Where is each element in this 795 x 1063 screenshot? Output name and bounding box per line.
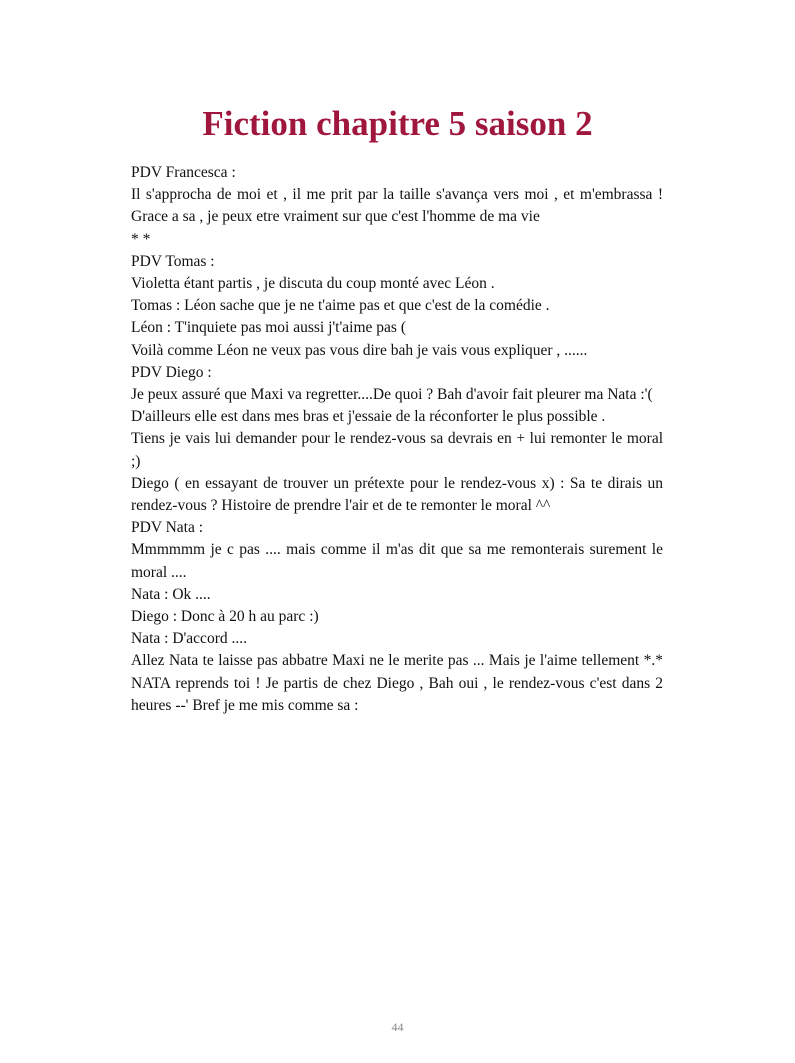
chapter-title: Fiction chapitre 5 saison 2 — [202, 104, 593, 143]
text-paragraph: Diego ( en essayant de trouver un prétexte pour le rendez-vous x) : Sa te dirais un rendez-vous ? Histoire de prendre l'air et de te remonter le moral ^^ — [131, 474, 663, 515]
text-line: PDV Tomas : — [131, 252, 215, 270]
text-line: Léon : T'inquiete pas moi aussi j't'aime pas ( — [131, 319, 406, 337]
page-number: 44 — [391, 1020, 404, 1034]
text-line: D'ailleurs elle est dans mes bras et j'essaie de la réconforter le plus possible . — [131, 408, 606, 426]
text-line: Nata : D'accord .... — [131, 630, 247, 648]
text-paragraph: Il s'approcha de moi et , il me prit par la taille s'avança vers moi , et m'embrassa ! Grace a sa , je peux etre vraiment sur que c'est l'homme de ma vie — [131, 186, 663, 226]
text-line: Tomas : Léon sache que je ne t'aime pas et que c'est de la comédie . — [131, 297, 550, 315]
text-line: Voilà comme Léon ne veux pas vous dire bah je vais vous expliquer , ...... — [131, 341, 588, 359]
text-line: PDV Francesca : — [131, 164, 236, 181]
story-text — [131, 162, 663, 717]
text-line: Nata : Ok .... — [131, 585, 211, 603]
text-paragraph: Tiens je vais lui demander pour le rendez-vous sa devrais en + lui remonter le moral ;) — [131, 430, 663, 470]
text-paragraph: Mmmmmm je c pas .... mais comme il m'as dit que sa me remonterais surement le moral .... — [131, 541, 663, 581]
text-paragraph: Je peux assuré que Maxi va regretter....De quoi ? Bah d'avoir fait pleurer ma Nata :'( — [131, 386, 653, 404]
text-line: PDV Diego : — [131, 363, 212, 381]
text-line: Diego : Donc à 20 h au parc :) — [131, 608, 319, 626]
text-line: PDV Nata : — [131, 519, 204, 537]
text-line: Violetta étant partis , je discuta du coup monté avec Léon . — [131, 275, 495, 293]
text-line: * * — [131, 230, 151, 248]
text-paragraph: Allez Nata te laisse pas abbatre Maxi ne le merite pas ... Mais je l'aime tellement *.* NATA reprends toi ! Je partis de chez Diego , Bah oui , le rendez-vous c'est dans 2 heures --' Bref je me mis comme sa : — [131, 652, 663, 714]
